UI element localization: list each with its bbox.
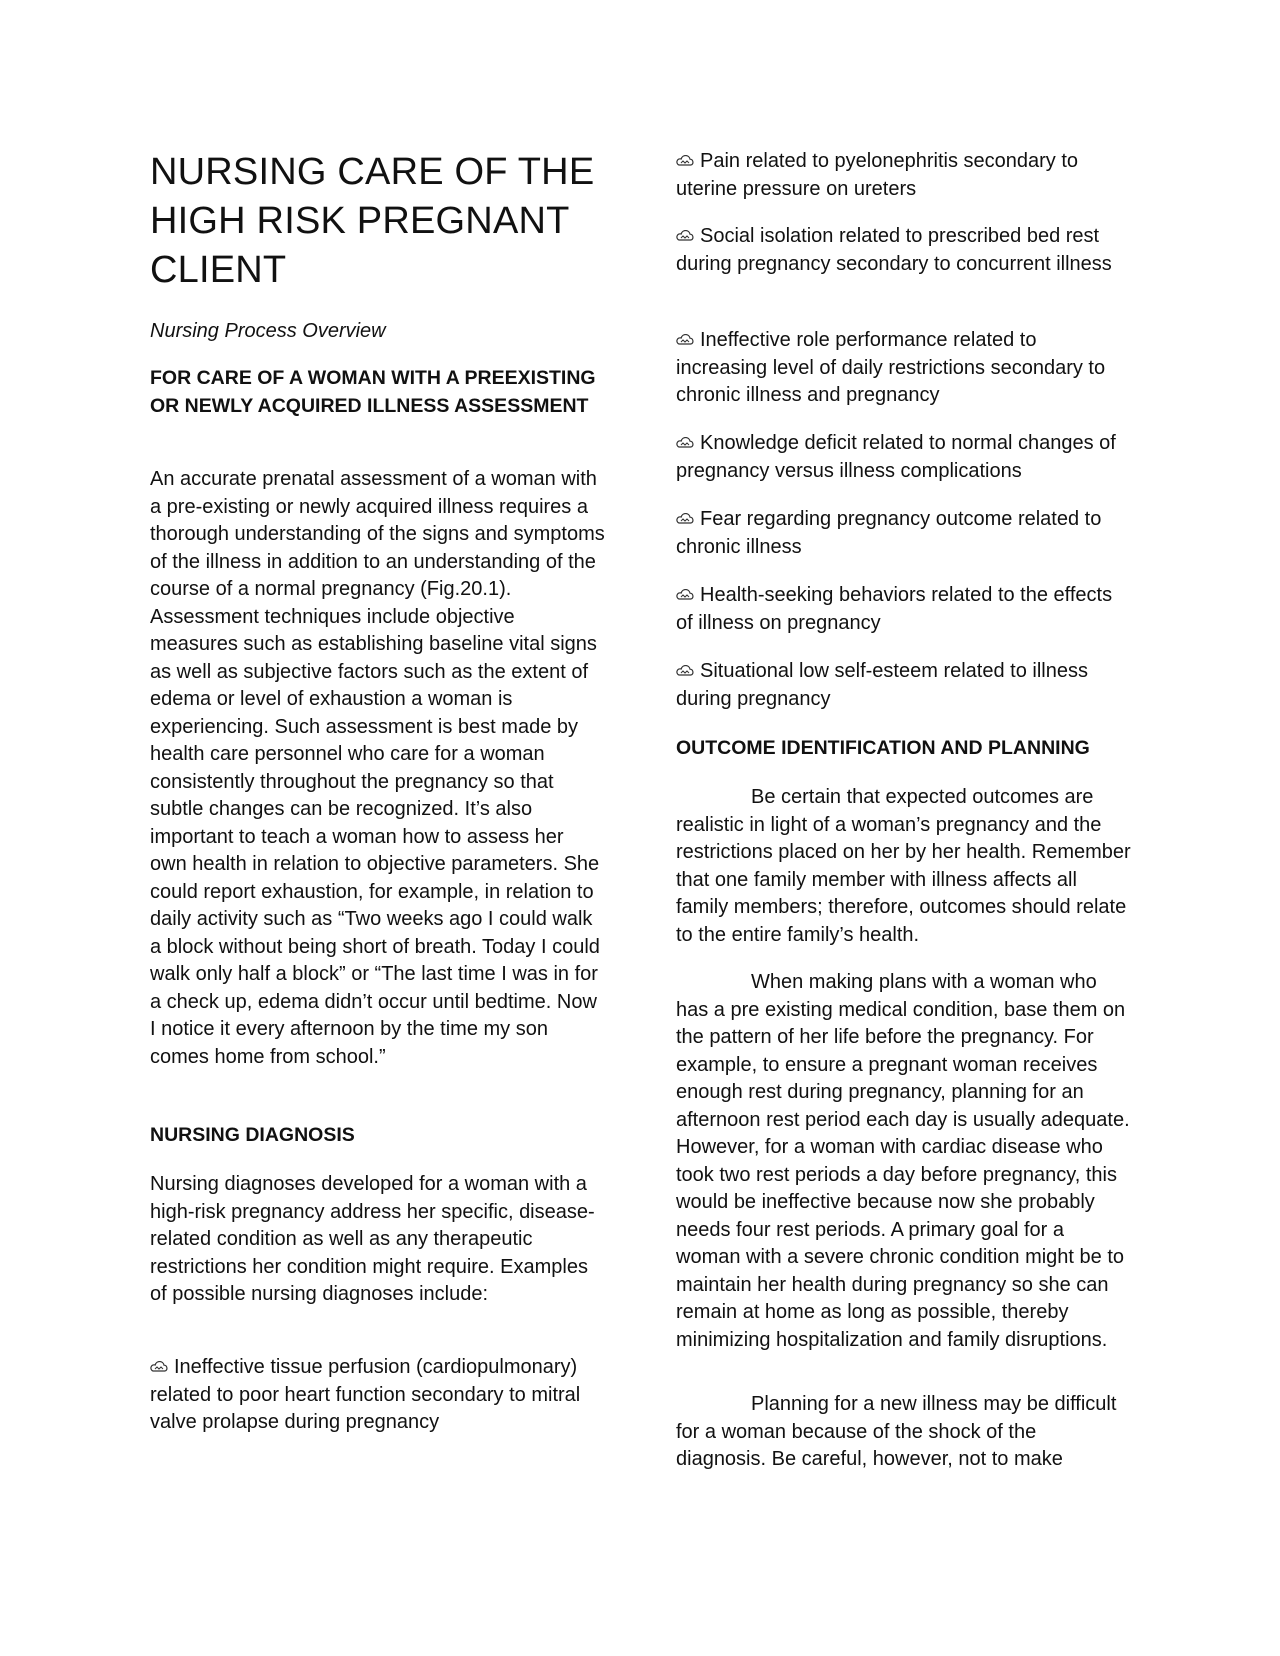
- diagnosis-item-text: Health-seeking behaviors related to the effects of illness on pregnancy: [676, 584, 1113, 634]
- planning-paragraph-block: [676, 1391, 1131, 1474]
- planning-paragraph: Planning for a new illness may be difficult for a woman because of the shock of the diagnosis. Be careful, however, not to make: [676, 1393, 1117, 1470]
- assessment-heading: FOR CARE OF A WOMAN WITH A PREEXISTING OR NEWLY ACQUIRED ILLNESS ASSESSMENT: [150, 367, 596, 417]
- diagnosis-item: [676, 327, 1131, 410]
- diagnosis-heading: NURSING DIAGNOSIS: [150, 1124, 355, 1146]
- diagnosis-item: [676, 506, 1131, 561]
- diagnosis-heading-block: [150, 1122, 605, 1150]
- cloud-bullet-icon: [676, 665, 694, 677]
- diagnosis-item: [676, 582, 1131, 637]
- diagnosis-item-text: Ineffective role performance related to increasing level of daily restrictions secondary to chronic illness and pregnancy: [676, 329, 1106, 406]
- planning-paragraph-block: [676, 784, 1131, 949]
- planning-paragraph: When making plans with a woman who has a pre existing medical condition, base them on the pattern of her life before the pregnancy. For example, to ensure a pregnant woman receives enough rest during pregnancy, planning for an afternoon rest period each day is usually adequate. However, for a woman with cardiac disease who took two rest periods a day before pregnancy, this would be ineffective because now she probably needs four rest periods. A primary goal for a woman with a severe chronic condition might be to maintain her health during pregnancy so she can remain at home as long as possible, thereby minimizing hospitalization and family disruptions.: [676, 971, 1130, 1351]
- diagnosis-item: [676, 658, 1131, 713]
- planning-paragraph: Be certain that expected outcomes are realistic in light of a woman’s pregnancy and the restrictions placed on her by her health. Remember that one family member with illness affects all family members; therefore, outcomes should relate to the entire family’s health.: [676, 786, 1131, 946]
- assessment-heading-block: [150, 365, 605, 420]
- diagnosis-item-text: Knowledge deficit related to normal changes of pregnancy versus illness complications: [676, 432, 1116, 482]
- diagnosis-item: [676, 223, 1131, 278]
- cloud-bullet-icon: [676, 230, 694, 242]
- cloud-bullet-icon: [676, 437, 694, 449]
- page-subtitle: Nursing Process Overview: [150, 320, 386, 342]
- diagnosis-intro-block: [150, 1171, 605, 1309]
- planning-heading: OUTCOME IDENTIFICATION AND PLANNING: [676, 737, 1090, 759]
- cloud-bullet-icon: [676, 589, 694, 601]
- page-title: NURSING CARE OF THE HIGH RISK PREGNANT CLIENT: [150, 151, 595, 291]
- diagnosis-item: [676, 430, 1131, 485]
- cloud-bullet-icon: [150, 1361, 168, 1373]
- diagnosis-item: [150, 1354, 605, 1437]
- planning-heading-block: [676, 735, 1131, 763]
- cloud-bullet-icon: [676, 155, 694, 167]
- diagnosis-item-text: Ineffective tissue perfusion (cardiopulmonary) related to poor heart function secondary to mitral valve prolapse during pregnancy: [150, 1356, 581, 1433]
- cloud-bullet-icon: [676, 513, 694, 525]
- assessment-paragraph: An accurate prenatal assessment of a woman with a pre-existing or newly acquired illness requires a thorough understanding of the signs and symptoms of the illness in addition to an understanding of the course of a normal pregnancy (Fig.20.1). Assessment techniques include objective measures such as establishing baseline vital signs as well as subjective factors such as the extent of edema or level of exhaustion a woman is experiencing. Such assessment is best made by health care personnel who care for a woman consistently throughout the pregnancy so that subtle changes can be recognized. It’s also important to teach a woman how to assess her own health in relation to objective parameters. She could report exhaustion, for example, in relation to daily activity such as “Two weeks ago I could walk a block without being short of breath. Today I could walk only half a block” or “The last time I was in for a check up, edema didn’t occur until bedtime. Now I notice it every afternoon by the time my son comes home from school.”: [150, 468, 605, 1068]
- diagnosis-item-text: Situational low self-esteem related to illness during pregnancy: [676, 660, 1088, 710]
- planning-paragraph-block: [676, 969, 1131, 1354]
- diagnosis-item: [676, 148, 1131, 203]
- cloud-bullet-icon: [676, 334, 694, 346]
- diagnosis-item-text: Fear regarding pregnancy outcome related to chronic illness: [676, 508, 1102, 558]
- diagnosis-item-text: Pain related to pyelonephritis secondary to uterine pressure on ureters: [676, 150, 1079, 200]
- diagnosis-item-text: Social isolation related to prescribed bed rest during pregnancy secondary to concurrent illness: [676, 225, 1112, 275]
- diagnosis-paragraph: Nursing diagnoses developed for a woman with a high-risk pregnancy address her specific, disease-related condition as well as any therapeutic restrictions her condition might require. Examples of possible nursing diagnoses include:: [150, 1173, 595, 1305]
- assessment-body-block: [150, 466, 605, 1071]
